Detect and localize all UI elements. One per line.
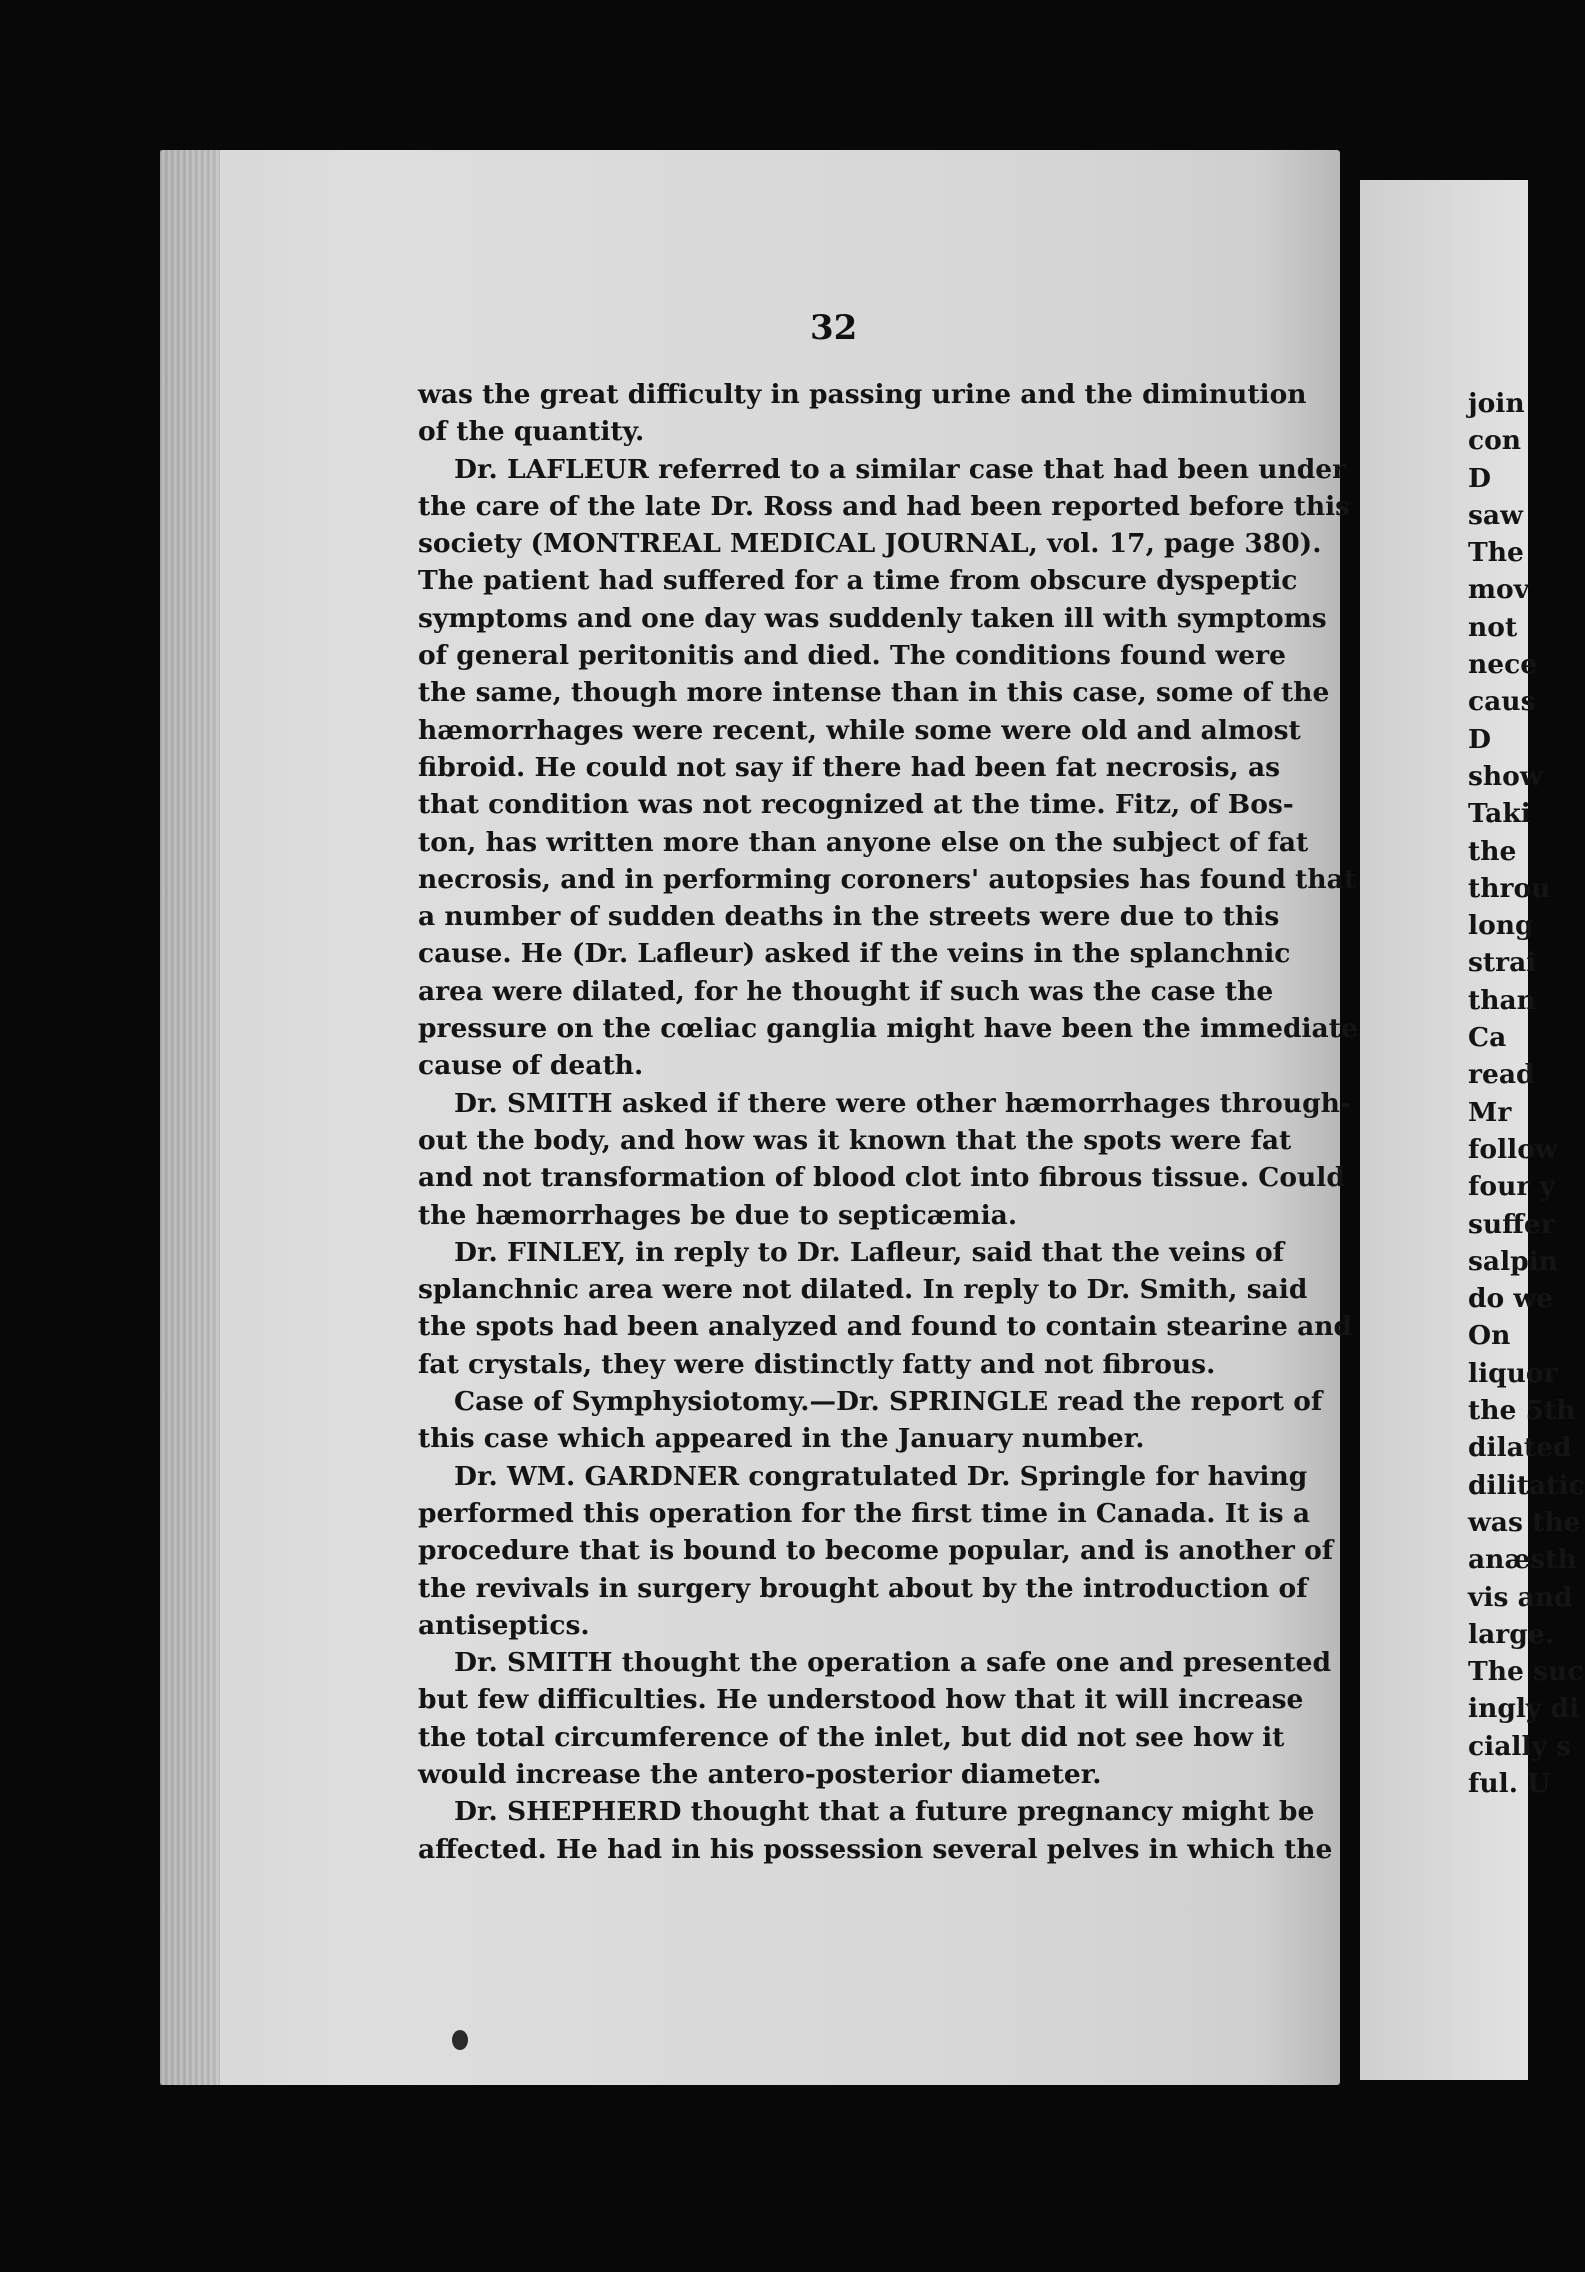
text-line: Case of Symphysiotomy.—Dr. SPRINGLE read the report of [454, 1386, 1323, 1418]
page-edge-shading [160, 150, 220, 2085]
text-line: a number of sudden deaths in the streets were due to this [418, 901, 1280, 933]
right-page-fragment: follow [1468, 1133, 1558, 1165]
right-page-fragment: saw [1468, 499, 1523, 531]
text-line: society (MONTREAL MEDICAL JOURNAL, vol. 17, page 380). [418, 528, 1322, 560]
text-line: The patient had suffered for a time from obscure dyspeptic [418, 565, 1298, 597]
right-page-fragment: was the [1468, 1506, 1581, 1538]
text-line: of general peritonitis and died. The conditions found were [418, 640, 1286, 672]
right-page-fragment: On [1468, 1320, 1511, 1352]
right-page-fragment: mov [1468, 574, 1530, 606]
text-line: this case which appeared in the January number. [418, 1423, 1145, 1455]
right-page-fragment: throu [1468, 872, 1551, 904]
right-page-fragment: Ca [1468, 1022, 1507, 1054]
text-line: Dr. SMITH thought the operation a safe one and presented [454, 1647, 1332, 1679]
text-line: Dr. LAFLEUR referred to a similar case that had been under [454, 453, 1347, 485]
right-page-fragment: long [1468, 910, 1534, 942]
right-page-fragment: suffer [1468, 1208, 1555, 1240]
text-line: symptoms and one day was suddenly taken ill with symptoms [418, 602, 1327, 634]
text-line: area were dilated, for he thought if such was the case the [418, 975, 1274, 1007]
right-page-fragment: anæsth [1468, 1544, 1577, 1576]
right-page-fragment: cially s [1468, 1730, 1572, 1762]
right-page-fragment: than [1468, 984, 1536, 1016]
body-text [418, 376, 1358, 1868]
right-page-fragment: dilitatic [1468, 1469, 1585, 1501]
right-page-fragment: ingly di [1468, 1693, 1580, 1725]
text-line: affected. He had in his possession several pelves in which the [418, 1833, 1333, 1865]
text-line: necrosis, and in performing coroners' autopsies has found that [418, 863, 1357, 895]
text-line: would increase the antero-posterior diameter. [418, 1758, 1102, 1790]
text-line: Dr. WM. GARDNER congratulated Dr. Springle for having [454, 1460, 1308, 1492]
right-page-fragment: not [1468, 611, 1518, 643]
text-line: pressure on the cœliac ganglia might have been the immediate [418, 1013, 1358, 1045]
text-line: the care of the late Dr. Ross and had been reported before this [418, 490, 1351, 522]
text-line: that condition was not recognized at the time. Fitz, of Bos- [418, 789, 1294, 821]
text-line: antiseptics. [418, 1609, 590, 1641]
right-page-fragment: Mr [1468, 1096, 1512, 1128]
right-page-fragment: caus [1468, 686, 1536, 718]
right-page-fragment: do we [1468, 1283, 1554, 1315]
ink-blot [452, 2030, 468, 2050]
text-line: Dr. FINLEY, in reply to Dr. Lafleur, said that the veins of [454, 1236, 1285, 1268]
right-page-fragment: The suc [1468, 1656, 1584, 1688]
right-page-fragment: dilated [1468, 1432, 1572, 1464]
text-line: out the body, and how was it known that the spots were fat [418, 1124, 1292, 1156]
text-line: Dr. SMITH asked if there were other hæmorrhages through- [454, 1087, 1351, 1119]
right-page-fragment: large. [1468, 1618, 1554, 1650]
right-page-fragment: D [1468, 462, 1491, 494]
right-page-fragment: nece [1468, 649, 1538, 681]
right-page-fragment: liquor [1468, 1357, 1558, 1389]
text-line: but few difficulties. He understood how that it will increase [418, 1684, 1304, 1716]
right-page-fragment: con [1468, 425, 1522, 457]
text-line: hæmorrhages were recent, while some were old and almost [418, 714, 1301, 746]
right-page-fragment: salpin [1468, 1245, 1559, 1277]
text-line: the spots had been analyzed and found to contain stearine and [418, 1311, 1353, 1343]
text-line: cause of death. [418, 1050, 644, 1082]
text-line: of the quantity. [418, 416, 645, 448]
text-line: Dr. SHEPHERD thought that a future pregnancy might be [454, 1796, 1315, 1828]
text-line: fat crystals, they were distinctly fatty and not fibrous. [418, 1348, 1216, 1380]
text-line: the revivals in surgery brought about by the introduction of [418, 1572, 1308, 1604]
text-line: procedure that is bound to become popular, and is another of [418, 1535, 1334, 1567]
right-page-fragment: four y [1468, 1171, 1555, 1203]
text-line: the same, though more intense than in this case, some of the [418, 677, 1330, 709]
right-page-fragment: strai [1468, 947, 1537, 979]
right-page-fragment: show [1468, 760, 1543, 792]
text-line: performed this operation for the first time in Canada. It is a [418, 1497, 1310, 1529]
right-page-text [1468, 385, 1585, 1802]
text-line: was the great difficulty in passing urine and the diminution [418, 379, 1307, 410]
right-page-fragment: vis and [1468, 1581, 1573, 1613]
text-line: cause. He (Dr. Lafleur) asked if the veins in the splanchnic [418, 938, 1291, 970]
right-page-fragment: D [1468, 723, 1491, 755]
right-page-fragment: join [1468, 388, 1525, 419]
right-page-fragment: The [1468, 537, 1524, 569]
text-line: ton, has written more than anyone else on the subject of fat [418, 826, 1309, 858]
right-page-fragment: Taki [1468, 798, 1531, 830]
page-number: 32 [810, 308, 858, 348]
right-page-fragment: ful. U [1468, 1767, 1551, 1799]
text-line: and not transformation of blood clot into fibrous tissue. Could [418, 1162, 1345, 1194]
right-page-fragment: read [1468, 1059, 1535, 1091]
text-line: fibroid. He could not say if there had been fat necrosis, as [418, 751, 1281, 783]
text-line: the hæmorrhages be due to septicæmia. [418, 1199, 1018, 1231]
right-page-fragment: the 5th [1468, 1395, 1576, 1427]
text-line: the total circumference of the inlet, but did not see how it [418, 1721, 1285, 1753]
text-line: splanchnic area were not dilated. In reply to Dr. Smith, said [418, 1274, 1308, 1306]
right-page-fragment: the [1468, 835, 1517, 867]
